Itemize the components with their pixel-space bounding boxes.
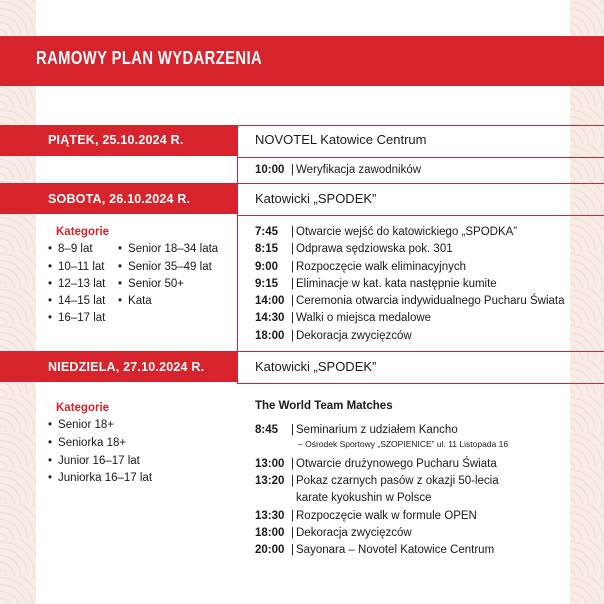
event-subline: karate kyokushin w Polsce [296,492,432,504]
event: Ceremonia otwarcia indywidualnego Pucharu Świata [296,295,565,307]
saturday-row: 14:00 | Ceremonia otwarcia indywidualnego Pucharu Świata [255,295,565,307]
saturday-row: 18:00 | Dekoracja zwycięzców [255,330,412,342]
event: Eliminacje w kat. kata następnie kumite [296,278,497,290]
time: 10:00 [255,164,285,176]
divider [237,183,238,351]
time: 13:20 [255,475,285,487]
divider [237,351,238,383]
time: 14:00 [255,295,285,307]
divider [237,125,238,183]
saturday-label: SOBOTA, 26.10.2024 R. [48,192,191,206]
sunday-row: 18:00 | Dekoracja zwycięzców [255,527,412,539]
time: 14:30 [255,312,285,324]
category-item: • Kata [118,295,152,307]
sunday-categories-title: Kategorie [56,402,110,414]
category-item: • Senior 18–34 lata [118,243,218,255]
event: Dekoracja zwycięzców [296,330,412,342]
event: Walki o miejsca medalowe [296,312,432,324]
event: Seminarium z udziałem Kancho [296,424,458,436]
sunday-row: 20:00 | Sayonara – Novotel Katowice Centrum [255,544,495,556]
time: 18:00 [255,527,285,539]
saturday-venue: Katowicki „SPODEK” [255,191,377,206]
time: 9:15 [255,278,279,290]
event: Pokaz czarnych pasów z okazji 50-lecia [296,475,499,487]
category-item: • Senior 18+ [48,419,114,431]
category-item: • Juniorka 16–17 lat [48,472,152,484]
time: 13:00 [255,458,285,470]
saturday-row: 9:15 | Eliminacje w kat. kata następnie kumite [255,278,497,290]
category-item: • 16–17 lat [48,312,105,324]
category-item: • Junior 16–17 lat [48,455,140,467]
divider [237,351,604,352]
saturday-row: 7:45 | Otwarcie wejść do katowickiego „SPODKA” [255,226,518,238]
time: 8:45 [255,424,279,436]
sunday-row: 8:45 | Seminarium z udziałem Kancho [255,424,458,436]
category-item: • Senior 50+ [118,278,184,290]
time: 9:00 [255,261,279,273]
sunday-label: NIEDZIELA, 27.10.2024 R. [48,360,205,374]
page-title: RAMOWY PLAN WYDARZENIA [36,48,263,68]
event: Otwarcie drużynowego Pucharu Świata [296,458,497,470]
event: Rozpoczęcie walk eliminacyjnych [296,261,467,273]
time: 8:15 [255,243,279,255]
category-item: • 8–9 lat [48,243,93,255]
divider [237,383,604,384]
time: 13:30 [255,510,285,522]
category-item: • 10–11 lat [48,261,105,273]
event: Dekoracja zwycięzców [296,527,412,539]
sunday-venue: Katowicki „SPODEK” [255,359,377,374]
world-team-matches-title: The World Team Matches [255,400,393,412]
right-pattern-strip [568,0,604,604]
category-item: • Senior 35–49 lat [118,261,212,273]
friday-venue: NOVOTEL Katowice Centrum [255,132,427,147]
friday-row: 10:00 | Weryfikacja zawodników [255,164,422,176]
time: 7:45 [255,226,279,238]
saturday-row: 14:30 | Walki o miejsca medalowe [255,312,432,324]
category-item: • Seniorka 18+ [48,437,126,449]
divider [237,157,604,158]
friday-label: PIĄTEK, 25.10.2024 R. [48,133,184,147]
event: Sayonara – Novotel Katowice Centrum [296,544,495,556]
divider [237,125,604,126]
saturday-categories-title: Kategorie [56,226,110,238]
event-subline: – Ośrodek Sportowy „SZOPIENICE” ul. 11 Listopada 16 [298,439,509,449]
sunday-row: 13:30 | Rozpoczęcie walk w formule OPEN [255,510,477,522]
category-item: • 12–13 lat [48,278,105,290]
left-pattern-strip [0,0,36,604]
event: Rozpoczęcie walk w formule OPEN [296,510,477,522]
time: 18:00 [255,330,285,342]
sunday-row: 13:00 | Otwarcie drużynowego Pucharu Świata [255,458,497,470]
event: Otwarcie wejść do katowickiego „SPODKA” [296,226,518,238]
event: Odprawa sędziowska pok. 301 [296,243,453,255]
sunday-row: 13:20 | Pokaz czarnych pasów z okazji 50-lecia [255,475,499,487]
event: Weryfikacja zawodników [296,164,422,176]
saturday-row: 9:00 | Rozpoczęcie walk eliminacyjnych [255,261,467,273]
divider [237,215,604,216]
divider [237,183,604,184]
category-item: • 14–15 lat [48,295,105,307]
saturday-row: 8:15 | Odprawa sędziowska pok. 301 [255,243,453,255]
time: 20:00 [255,544,285,556]
